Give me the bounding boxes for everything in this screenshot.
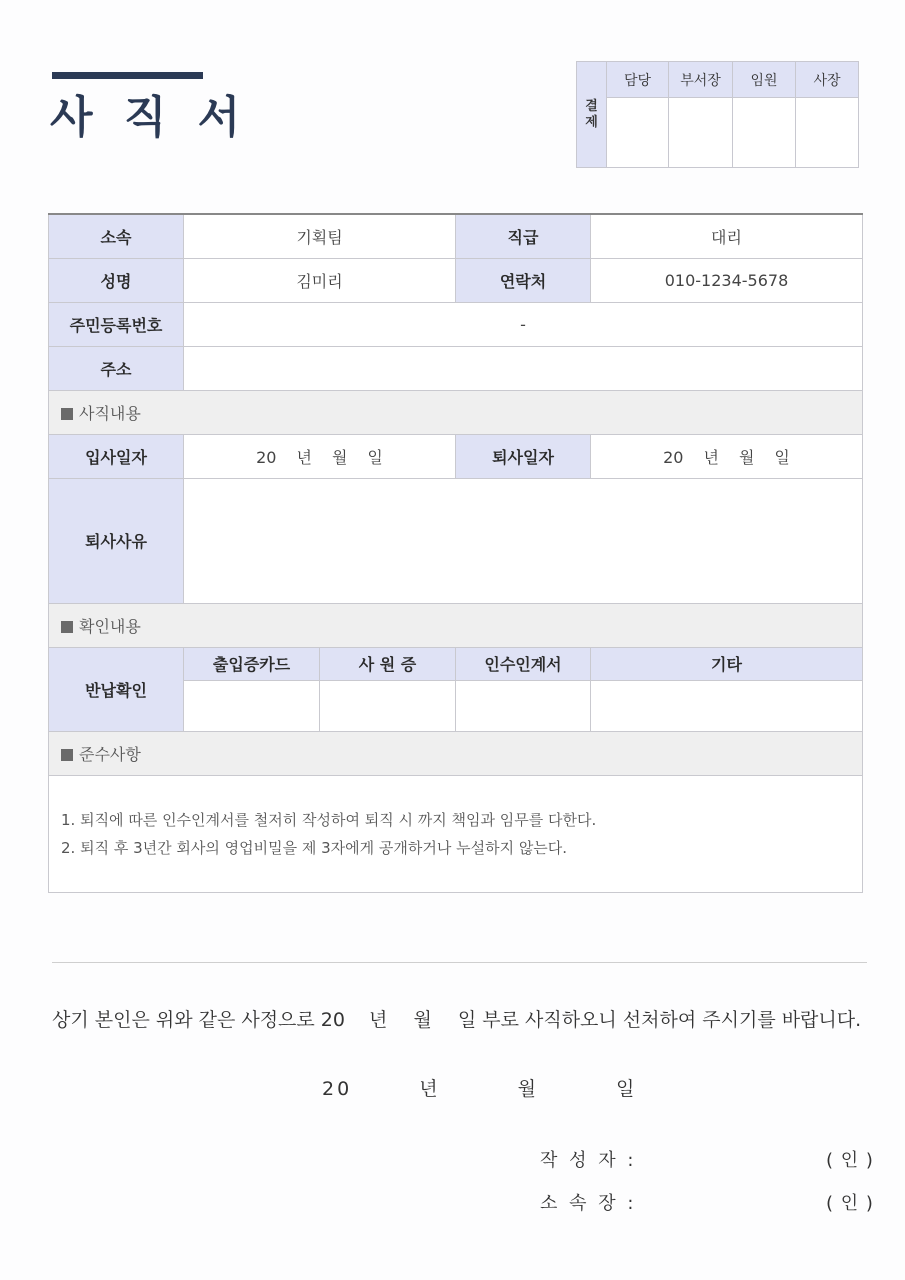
join-date-label: 입사일자 <box>49 434 184 478</box>
compliance-notes <box>49 775 863 892</box>
section-header-compliance: 준수사항 <box>49 731 863 775</box>
return-col-employee-id: 사 원 증 <box>320 647 456 680</box>
divider <box>52 962 867 963</box>
id-number-field[interactable]: - <box>184 302 863 346</box>
rank-field[interactable]: 대리 <box>591 214 863 258</box>
head-label: 소 속 장 : <box>540 1193 637 1214</box>
return-col-handover: 인수인계서 <box>456 647 591 680</box>
resignation-form-table <box>48 213 863 893</box>
join-date-field[interactable]: 20 년 월 일 <box>184 434 456 478</box>
id-number-label: 주민등록번호 <box>49 302 184 346</box>
head-seal[interactable]: ( 인 ) <box>826 1193 874 1214</box>
approval-sign-president[interactable] <box>796 98 859 168</box>
approval-col-staff: 담당 <box>607 62 669 98</box>
approval-sign-manager[interactable] <box>669 98 733 168</box>
square-bullet-icon <box>61 408 73 420</box>
leave-date-field[interactable]: 20 년 월 일 <box>591 434 863 478</box>
reason-field[interactable] <box>184 478 863 603</box>
return-col-access-card: 출입증카드 <box>184 647 320 680</box>
compliance-item: 1. 퇴직에 따른 인수인계서를 철저히 작성하여 퇴직 시 까지 책임과 임무를 다한다. <box>61 810 597 829</box>
approval-sign-staff[interactable] <box>607 98 669 168</box>
contact-label: 연락처 <box>456 258 591 302</box>
reason-label: 퇴사사유 <box>49 478 184 603</box>
approval-col-president: 사장 <box>796 62 859 98</box>
approval-col-manager: 부서장 <box>669 62 733 98</box>
title-accent-bar <box>52 72 203 79</box>
dept-label: 소속 <box>49 214 184 258</box>
square-bullet-icon <box>61 621 73 633</box>
square-bullet-icon <box>61 749 73 761</box>
resignation-statement: 상기 본인은 위와 같은 사정으로 20 년 월 일 부로 사직하오니 선처하여 주시기를 바랍니다. <box>52 1009 862 1031</box>
return-check-label: 반납확인 <box>49 647 184 731</box>
return-field-access-card[interactable] <box>184 680 320 731</box>
section-header-resign: 사직내용 <box>49 390 863 434</box>
approval-box <box>576 61 859 168</box>
rank-label: 직급 <box>456 214 591 258</box>
return-field-employee-id[interactable] <box>320 680 456 731</box>
page-title: 사 직 서 <box>50 92 249 143</box>
return-field-other[interactable] <box>591 680 863 731</box>
return-col-other: 기타 <box>591 647 863 680</box>
dept-field[interactable]: 기획팀 <box>184 214 456 258</box>
section-header-confirm: 확인내용 <box>49 603 863 647</box>
name-field[interactable]: 김미리 <box>184 258 456 302</box>
approval-side-label: 결 제 <box>577 62 607 168</box>
return-field-handover[interactable] <box>456 680 591 731</box>
compliance-item: 2. 퇴직 후 3년간 회사의 영업비밀을 제 3자에게 공개하거나 누설하지 않는다. <box>61 838 568 857</box>
contact-field[interactable]: 010-1234-5678 <box>591 258 863 302</box>
leave-date-label: 퇴사일자 <box>456 434 591 478</box>
sign-date: 20 년 월 일 <box>322 1078 638 1100</box>
address-field[interactable] <box>184 346 863 390</box>
approval-sign-executive[interactable] <box>733 98 796 168</box>
name-label: 성명 <box>49 258 184 302</box>
address-label: 주소 <box>49 346 184 390</box>
approval-col-executive: 임원 <box>733 62 796 98</box>
writer-seal[interactable]: ( 인 ) <box>826 1150 874 1171</box>
writer-label: 작 성 자 : <box>540 1150 637 1171</box>
